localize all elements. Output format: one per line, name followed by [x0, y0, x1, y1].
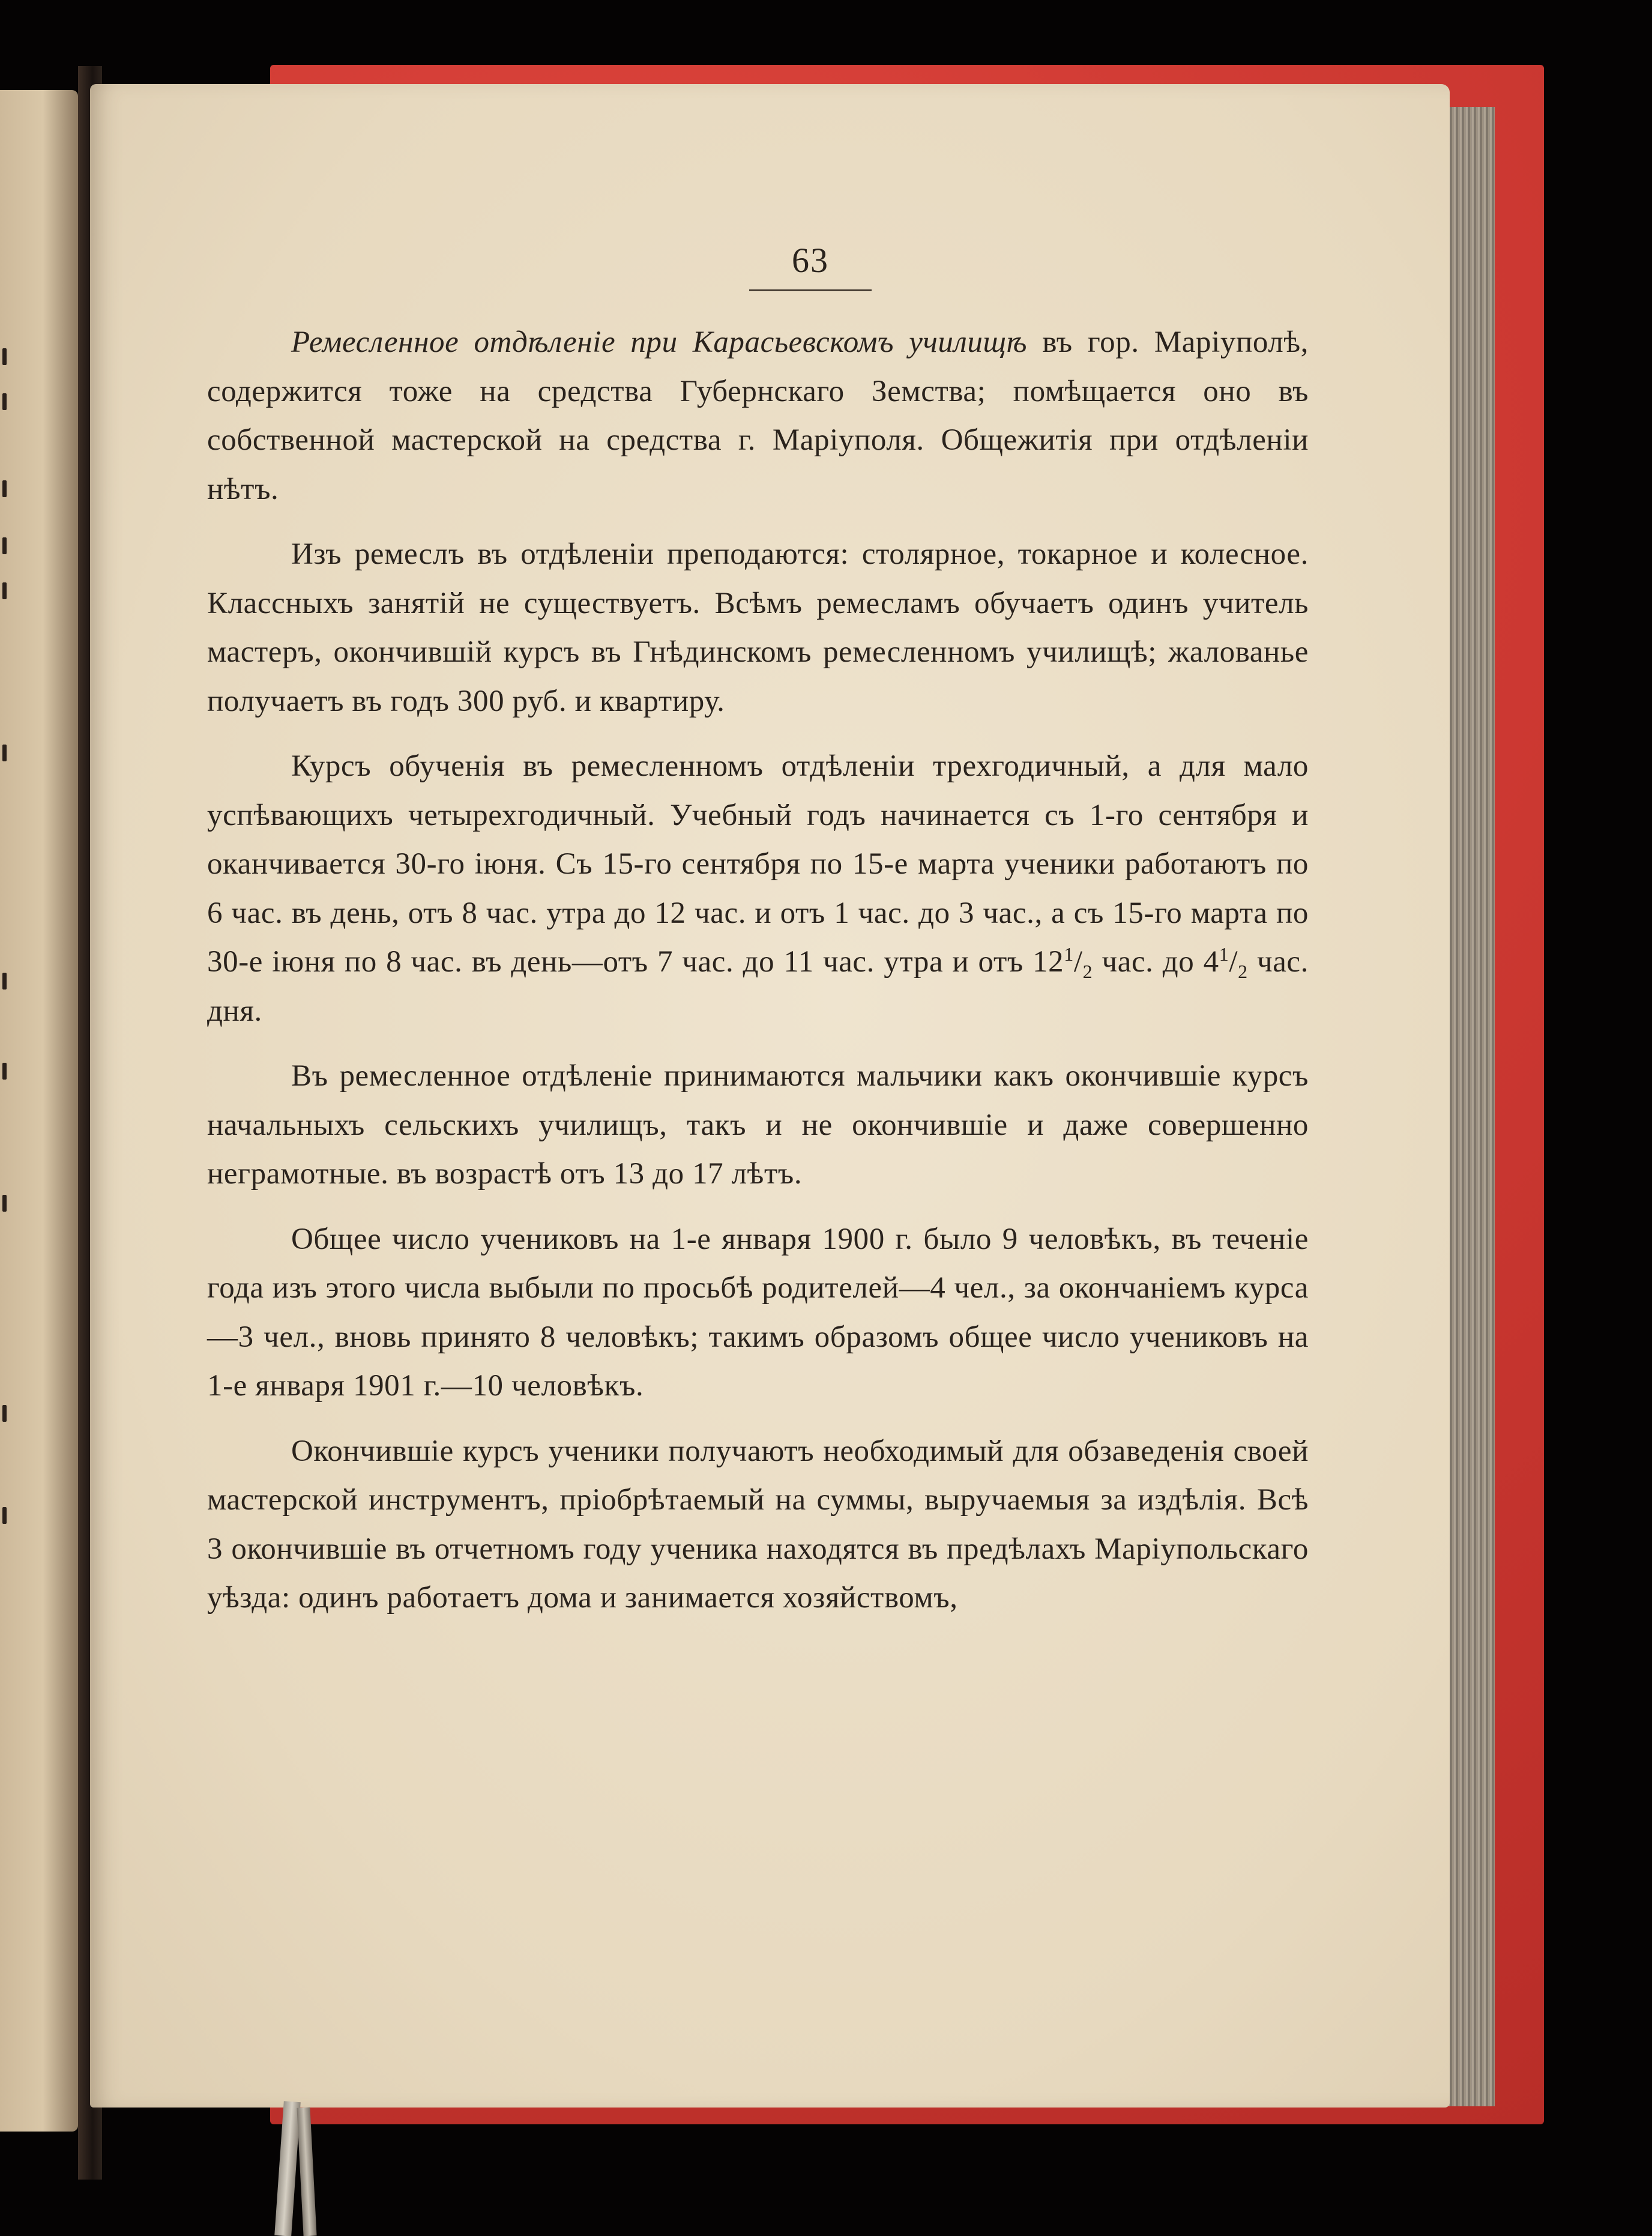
margin-mark — [2, 582, 7, 599]
fraction-denominator: 2 — [1082, 961, 1093, 983]
fraction-numerator: 1 — [1219, 943, 1229, 965]
book-page — [90, 84, 1450, 2108]
margin-mark — [2, 1063, 7, 1080]
section-heading-italic: Ремесленное отдѣленіе при Карасьевскомъ училищѣ — [291, 325, 1028, 359]
paragraph-5 — [207, 1215, 1309, 1411]
paragraph-1 — [207, 318, 1309, 514]
page-body — [207, 318, 1309, 1623]
paragraph-4 — [207, 1052, 1309, 1199]
facing-page-edge — [0, 90, 78, 2132]
margin-mark — [2, 1405, 7, 1422]
margin-mark — [2, 393, 7, 410]
paragraph-text: Общее число учениковъ на 1-е января 1900 г. было 9 человѣкъ, въ теченіе года изъ этого числа выбыли по просьбѣ родителей—4 чел., за окончаніемъ курса—3 чел., вновь принято 8 человѣкъ; такимъ образомъ общее число учениковъ на 1-е января 1901 г.—10 человѣкъ. — [207, 1222, 1309, 1403]
fraction-denominator: 2 — [1238, 961, 1248, 983]
margin-mark — [2, 348, 7, 365]
margin-mark — [2, 1507, 7, 1524]
paragraph-text: Въ ремесленное отдѣленіе принимаются мальчики какъ окончившіе курсъ начальныхъ сельскихъ училищъ, такъ и не окончившіе и даже совершенно неграмотные. въ возрастѣ отъ 13 до 17 лѣтъ. — [207, 1059, 1309, 1191]
paragraph-text: Изъ ремеслъ въ отдѣленіи преподаются: столярное, токарное и колесное. Классныхъ занятій не существуетъ. Всѣмъ ремесламъ обучаетъ одинъ учитель мастеръ, окончившій курсъ въ Гнѣдинскомъ ремесленномъ училищѣ; жалованье получаетъ въ годъ 300 руб. и квартиру. — [207, 537, 1309, 718]
paragraph-2 — [207, 530, 1309, 726]
paragraph-6 — [207, 1427, 1309, 1623]
margin-mark — [2, 745, 7, 761]
paragraph-text: Окончившіе курсъ ученики получаютъ необходимый для обзаведенія своей мастерской инструментъ, пріобрѣтаемый на суммы, выручаемыя за издѣлія. Всѣ 3 окончившіе въ отчетномъ году ученика находятся въ предѣлахъ Маріупольскаго уѣзда: одинъ работаетъ дома и занимается хозяйствомъ, — [207, 1434, 1309, 1615]
page-number-rule — [749, 289, 872, 291]
margin-mark — [2, 480, 7, 497]
fraction-numerator: 1 — [1064, 943, 1074, 965]
margin-mark — [2, 1195, 7, 1212]
paragraph-text: Курсъ обученія въ ремесленномъ отдѣленіи трехгодичный, а для мало успѣвающихъ четырехгодичный. Учебный годъ начинается съ 1-го сентября и оканчивается 30-го іюня. Съ 15-го сентября по 15-е марта ученики работаютъ по 6 час. въ день, отъ 8 час. утра до 12 час. и отъ 1 час. до 3 час., а съ 15-го марта по 30-е іюня по 8 час. въ день—отъ 7 час. до 11 час. утра и отъ 12 — [207, 749, 1309, 979]
page-number: 63 — [792, 241, 829, 280]
paragraph-text: час. дня. — [207, 945, 1309, 1028]
paragraph-3: Курсъ обученія въ ремесленномъ отдѣленіи трехгодичный, а для мало успѣвающихъ четырехгодичный. Учебный годъ начинается съ 1-го сентября и оканчивается 30-го іюня. Съ 15-го сентября по 15-е марта ученики работаютъ по 6 час. въ день, отъ 8 час. утра до 12 час. и отъ 1 час. до 3 час., а съ 15-го марта по 30-е іюня по 8 час. въ день—отъ 7 час. до 11 час. утра и отъ $12^1/_2$ час. до $4^1/_2$ час. дня. — [207, 749, 1309, 1028]
margin-mark — [2, 973, 7, 990]
margin-mark — [2, 537, 7, 554]
bookmark-ribbon — [297, 2108, 316, 2236]
paragraph-text: час. до 4 — [1093, 945, 1219, 979]
paragraph-text: въ гор. Маріуполѣ, содержится тоже на средства Губернскаго Земства; помѣщается оно въ собственной мастерской на средства г. Маріуполя. Общежитія при отдѣленіи нѣтъ. — [207, 325, 1309, 506]
